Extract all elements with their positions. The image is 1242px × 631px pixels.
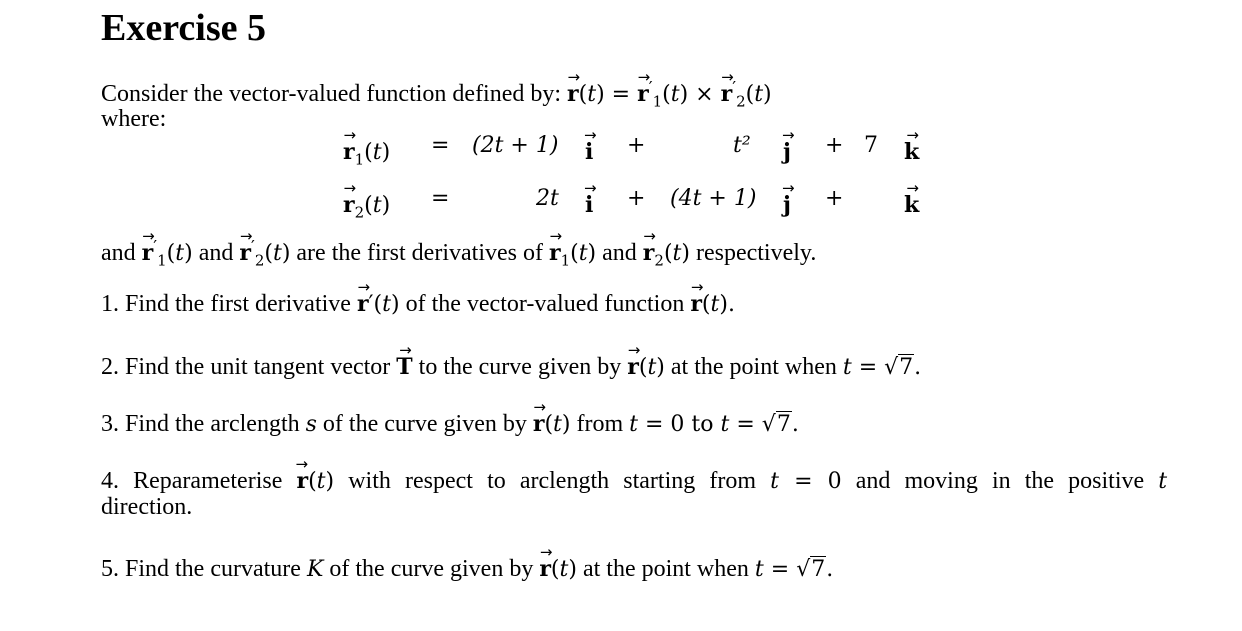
eq1-k-unit: → k: [904, 135, 919, 163]
eq1-plus1: +: [627, 133, 646, 158]
eq2-i-unit: → i: [585, 188, 593, 216]
eq1-k-coef: 7: [864, 133, 878, 158]
eq2-k-unit: → k: [904, 188, 919, 216]
eq2-i-coef: 2t: [536, 186, 559, 211]
eq2-j-coef: (4t + 1): [670, 186, 757, 211]
question-3: 3. Find the arclength s of the curve given by → r(t) from t = 0 to t = √7.: [101, 407, 799, 436]
eq1-lhs: → $r_1(t)$: [343, 135, 390, 164]
intro-lead: Consider the vector-valued function defined by:: [101, 81, 562, 107]
eq2-plus1: +: [627, 186, 646, 211]
eq1-i-coef: (2t + 1): [472, 133, 559, 158]
question-5: 5. Find the curvature K of the curve given by → r(t) at the point when t = √7.: [101, 552, 833, 581]
r2-vector-symbol: → r: [721, 77, 733, 105]
question-4: 4. Reparameterise → r(t) with respect to arclength starting from t = 0 and moving in the positive t: [101, 464, 1167, 493]
page-title: Exercise 5: [101, 7, 266, 49]
sqrt-symbol: √7: [761, 412, 791, 437]
eq1-i-unit: → i: [585, 135, 593, 163]
eq2-equals: =: [431, 186, 450, 211]
question-4-continuation: direction.: [101, 494, 193, 520]
derivatives-note: and → $r'_1(t)$ and → $r'_2(t)$ are the first derivatives of → $r_1(t)$ and → $r_2(t)$ respectively.: [101, 236, 816, 265]
intro-line: [101, 77, 772, 111]
eq1-equals: =: [431, 133, 450, 158]
r-t-definition: → r(t) = → $r'_1(t)$ × → $r'_2(t)$: [567, 82, 772, 107]
r1-vector-symbol: → r: [637, 77, 649, 105]
eq1-j-unit: → j: [783, 135, 791, 163]
sqrt-symbol: √7: [884, 355, 914, 380]
eq2-j-unit: → j: [783, 188, 791, 216]
eq1-plus2: +: [825, 133, 844, 158]
question-1: 1. Find the first derivative → r′(t) of the vector-valued function → r(t).: [101, 287, 735, 316]
eq2-lhs: → $r_2(t)$: [343, 188, 390, 217]
eq2-plus2: +: [825, 186, 844, 211]
r-vector-symbol: → r: [567, 77, 579, 105]
where-label: where:: [101, 106, 167, 132]
question-2: 2. Find the unit tangent vector → T to the curve given by → r(t) at the point when t = √7.: [101, 350, 921, 379]
sqrt-symbol: √7: [796, 557, 826, 582]
eq1-j-coef: t²: [733, 133, 751, 158]
